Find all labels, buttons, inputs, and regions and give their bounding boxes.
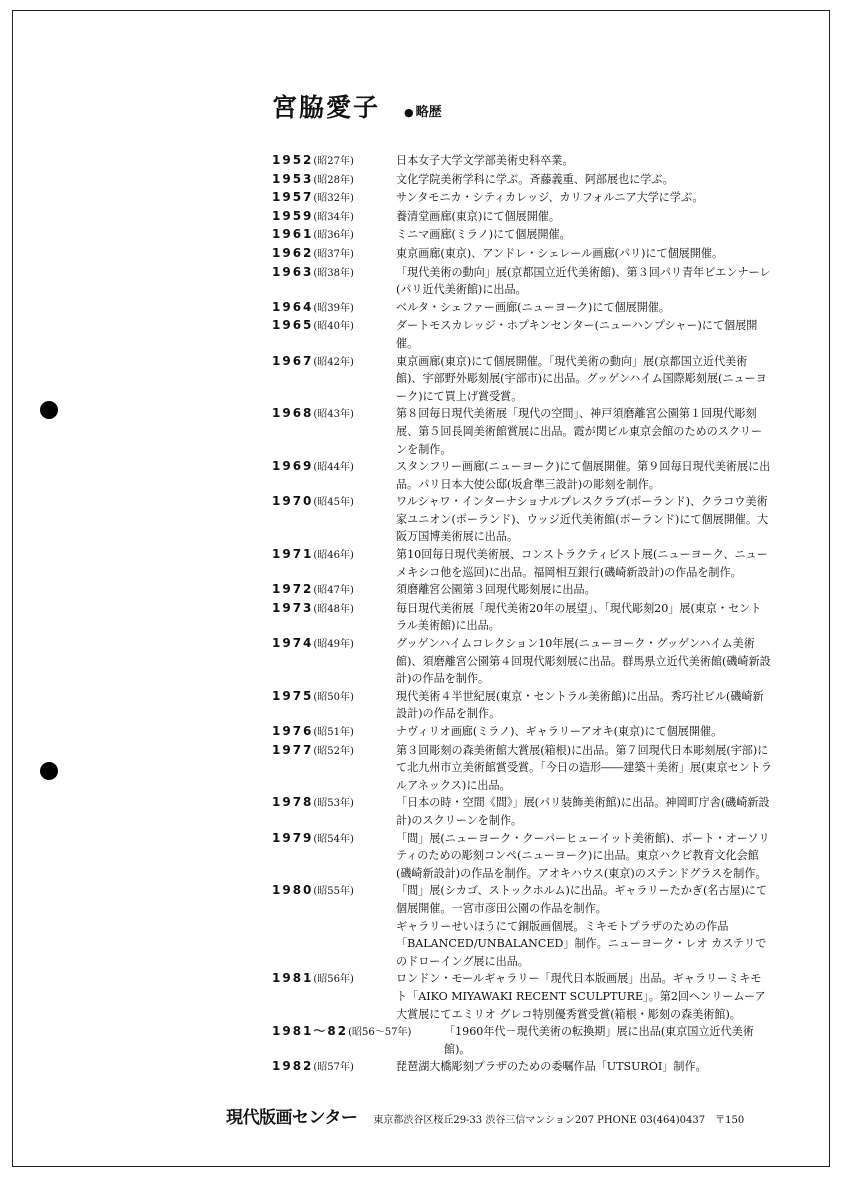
chronology-date — [272, 171, 396, 190]
chronology-era: (昭44年) — [313, 462, 354, 474]
chronology-row — [272, 299, 772, 318]
chronology-text: ギャラリーせいほうにて銅版画個展。ミキモトプラザのための作品「BALANCED/UNBALANCED」制作。ニューヨーク・レオ カステリでのドローイング展に出品。 — [396, 919, 767, 968]
chronology-era: (昭50年) — [313, 691, 354, 703]
chronology-text: ロンドン・モールギャラリー「現代日本版画展」出品。ギャラリーミキモト「AIKO MIYAWAKI RECENT SCULPTURE」。第2回ヘンリームーア大賞展にてエミリオ グレコ特別優秀賞受賞(箱根・彫刻の森美術館)。 — [396, 972, 766, 1021]
chronology-text: グッゲンハイムコレクション10年展(ニューヨーク・グッゲンハイム美術館)、須磨離宮公園第４回現代彫刻展に出品。群馬県立近代美術館(磯崎新設計)の作品を制作。 — [396, 637, 771, 686]
chronology-year: 1957 — [272, 190, 314, 205]
chronology-text: 第３回彫刻の森美術館大賞展(箱根)に出品。第７回現代日本彫刻展(宇部)にて北九州市立美術館賞受賞。「今日の造形――建築＋美術」展(東京セントラルアネックス)に出品。 — [396, 743, 772, 792]
chronology-text: 文化学院美術学科に学ぶ。斉藤義重、阿部展也に学ぶ。 — [396, 172, 674, 186]
chronology-date — [272, 1058, 396, 1077]
chronology-date — [272, 830, 396, 849]
chronology-text: ワルシャワ・インターナショナルプレスクラブ(ポーランド)、クラコウ美術家ユニオン(ポーランド)、ウッジ近代美術館(ポーランド)にて個展開催。大阪万国博美術展に出品。 — [396, 495, 769, 544]
punch-hole-bottom — [40, 762, 58, 780]
chronology-text: ナヴィリオ画廊(ミラノ)、ギャラリーアオキ(東京)にて個展開催。 — [396, 725, 723, 738]
chronology-date — [272, 353, 396, 372]
chronology-era: (昭57年) — [313, 1062, 354, 1074]
chronology-text: スタンフリー画廊(ニューヨーク)にて個展開催。第９回毎日現代美術展に出品。パリ日本大使公邸(坂倉準三設計)の彫刻を制作。 — [396, 460, 771, 491]
chronology-date — [272, 189, 396, 208]
chronology-year: 1964 — [272, 299, 314, 314]
chronology-date — [272, 970, 396, 989]
chronology-date — [272, 1023, 444, 1042]
chronology-row — [272, 581, 772, 600]
chronology-year: 1970 — [272, 494, 314, 509]
chronology-row — [272, 830, 772, 883]
chronology-era: (昭53年) — [313, 798, 354, 810]
chronology-year: 1953 — [272, 171, 314, 186]
chronology-row — [272, 208, 772, 227]
chronology-year: 1981 — [272, 971, 314, 986]
chronology-date — [272, 600, 396, 619]
chronology-year: 1978 — [272, 795, 314, 810]
chronology-row — [272, 405, 772, 458]
chronology-year: 1968 — [272, 406, 314, 421]
chronology-era: (昭28年) — [313, 174, 354, 186]
chronology-date — [272, 742, 396, 761]
chronology-year: 1963 — [272, 264, 314, 279]
chronology-text: 東京画廊(東京)にて個展開催。「現代美術の動向」展(京都国立近代美術館)、宇部野外彫刻展(宇部市)に出品。グッゲンハイム国際彫刻展(ニューヨーク)にて買上げ賞受賞。 — [396, 354, 767, 403]
chronology-era: (昭56～57年) — [348, 1027, 412, 1039]
chronology-row — [272, 723, 772, 742]
chronology-row — [272, 600, 772, 635]
chronology-year: 1967 — [272, 353, 314, 368]
chronology-year: 1977 — [272, 742, 314, 757]
chronology-year: 1961 — [272, 227, 314, 242]
chronology-row — [272, 794, 772, 829]
chronology-era: (昭52年) — [313, 745, 354, 757]
chronology-date — [272, 581, 396, 600]
chronology-row — [272, 882, 772, 917]
chronology-text: 第10回毎日現代美術展、コンストラクティビスト展(ニューヨーク、ニューメキシコ他を巡回)に出品。福岡相互銀行(磯崎新設計)の作品を制作。 — [396, 548, 768, 579]
chronology-era: (昭43年) — [313, 409, 354, 421]
chronology-date — [272, 458, 396, 477]
chronology-date — [272, 299, 396, 318]
chronology-era: (昭34年) — [313, 211, 354, 223]
chronology-text: 「現代美術の動向」展(京都国立近代美術館)、第３回パリ青年ビエンナーレ(パリ近代美術館)に出品。 — [396, 265, 771, 297]
chronology-text: 琵琶湖大橋彫刻プラザのための委嘱作品「UTSUROI」制作。 — [396, 1060, 707, 1074]
chronology-era: (昭47年) — [313, 585, 354, 597]
chronology-date — [272, 794, 396, 813]
chronology-era: (昭39年) — [313, 302, 354, 314]
chronology-row — [272, 458, 772, 493]
chronology-year: 1972 — [272, 582, 314, 597]
chronology-year: 1969 — [272, 459, 314, 474]
publisher-address: 東京都渋谷区桜丘29-33 渋谷三信マンション207 PHONE 03(464)0437 〒150 — [373, 1115, 745, 1126]
chronology-era: (昭38年) — [313, 267, 354, 279]
chronology-date — [272, 723, 396, 742]
section-label — [404, 101, 442, 120]
chronology-row — [272, 546, 772, 581]
chronology-era: (昭45年) — [313, 497, 354, 509]
chronology-text: 日本女子大学文学部美術史科卒業。 — [396, 154, 574, 167]
chronology-row — [272, 1058, 772, 1077]
chronology-year: 1979 — [272, 830, 314, 845]
chronology-year: 1952 — [272, 153, 314, 167]
chronology-text: 現代美術４半世紀展(東京・セントラル美術館)に出品。秀巧社ビル(磯崎新設計)の作品を制作。 — [396, 689, 764, 721]
chronology-date — [272, 546, 396, 565]
chronology-date — [272, 635, 396, 654]
punch-hole-top — [40, 401, 58, 419]
footer — [226, 1103, 744, 1128]
chronology-row — [272, 742, 772, 795]
chronology-row — [272, 317, 772, 352]
chronology-era: (昭40年) — [313, 321, 354, 333]
chronology-year: 1976 — [272, 724, 314, 738]
chronology-year: 1982 — [272, 1059, 314, 1074]
chronology-text: 第８回毎日現代美術展「現代の空間」、神戸須磨離宮公園第１回現代彫刻展、第５回長岡美術館賞展に出品。霞が関ビル東京会館のためのスクリーンを制作。 — [396, 407, 763, 456]
chronology-year: 1975 — [272, 688, 314, 703]
artist-name: 宮脇愛子 — [272, 93, 381, 122]
chronology-row — [272, 189, 772, 208]
chronology-era: (昭46年) — [313, 550, 354, 562]
chronology-text: 「間」展(ニューヨーク・クーパーヒューイット美術館)、ポート・オーソリティのための彫刻コンペ(ニューヨーク)に出品。東京ハクビ教育文化会館(磯崎新設計)の作品を制作。アオキハウス(東京)のステンドグラスを制作。 — [396, 831, 770, 880]
chronology-date — [272, 152, 396, 171]
chronology-era: (昭27年) — [313, 156, 354, 167]
chronology-date — [272, 493, 396, 512]
chronology-row — [272, 264, 772, 299]
chronology-year: 1965 — [272, 318, 314, 333]
chronology-year: 1959 — [272, 208, 314, 223]
chronology-text: 「間」展(シカゴ、ストックホルム)に出品。ギャラリーたかぎ(名古屋)にて個展開催。一宮市彦田公園の作品を制作。 — [396, 884, 768, 915]
chronology-row — [272, 245, 772, 264]
chronology-date — [272, 226, 396, 245]
chronology-date — [272, 882, 396, 901]
chronology-era: (昭32年) — [313, 193, 354, 205]
chronology-row — [272, 152, 772, 171]
chronology-year: 1971 — [272, 547, 314, 562]
bullet-icon: ● — [404, 106, 414, 119]
chronology-row — [272, 1023, 772, 1058]
chronology-row — [272, 226, 772, 245]
chronology-era: (昭42年) — [313, 356, 354, 368]
section-label-text: 略歴 — [415, 105, 442, 120]
chronology-year: 1962 — [272, 245, 314, 260]
chronology-text: ベルタ・シェファー画廊(ニューヨーク)にて個展開催。 — [396, 300, 671, 314]
chronology-row — [272, 493, 772, 546]
chronology-era: (昭49年) — [313, 639, 354, 651]
chronology-era: (昭37年) — [313, 248, 354, 260]
chronology-text: サンタモニカ・シティカレッジ、カリフォルニア大学に学ぶ。 — [396, 191, 704, 205]
chronology-era: (昭48年) — [313, 603, 354, 615]
chronology-era: (昭51年) — [313, 727, 354, 738]
chronology-text: 「日本の時・空間《間》」展(パリ装飾美術館)に出品。神岡町庁舎(磯崎新設計)のスクリーンを制作。 — [396, 796, 770, 827]
chronology-date — [272, 688, 396, 707]
chronology-date — [272, 405, 396, 424]
chronology-year: 1973 — [272, 600, 314, 615]
chronology-row — [272, 918, 772, 971]
chronology-row — [272, 970, 772, 1023]
chronology-date — [272, 245, 396, 264]
chronology-era: (昭54年) — [313, 833, 354, 845]
chronology-date — [272, 264, 396, 283]
chronology-year: 1980 — [272, 883, 314, 898]
chronology-text: ミニマ画廊(ミラノ)にて個展開催。 — [396, 228, 571, 242]
chronology-era: (昭55年) — [313, 886, 354, 898]
chronology-text: 毎日現代美術展「現代美術20年の展望」、「現代彫刻20」展(東京・セントラル美術館)に出品。 — [396, 601, 762, 633]
chronology-list — [272, 152, 772, 1077]
chronology-year: 1974 — [272, 636, 314, 651]
chronology-date — [272, 208, 396, 227]
chronology-text: ダートモスカレッジ・ホプキンセンター(ニューハンプシャー)にて個展開催。 — [396, 319, 758, 350]
chronology-text: 須磨離宮公園第３回現代彫刻展に出品。 — [396, 583, 596, 597]
publisher-name: 現代版画センター — [226, 1108, 358, 1128]
chronology-era: (昭56年) — [313, 974, 354, 986]
chronology-text: 東京画廊(東京)、アンドレ・シェレール画廊(パリ)にて個展開催。 — [396, 246, 724, 260]
chronology-text: 「1960年代－現代美術の転換期」展に出品(東京国立近代美術館)。 — [444, 1025, 754, 1056]
chronology-row — [272, 635, 772, 688]
chronology-row — [272, 688, 772, 723]
chronology-text: 養清堂画廊(東京)にて個展開催。 — [396, 209, 560, 223]
chronology-row — [272, 171, 772, 190]
chronology-row — [272, 353, 772, 406]
header — [272, 88, 442, 124]
chronology-year: 1981～82 — [272, 1024, 349, 1039]
chronology-era: (昭36年) — [313, 230, 354, 242]
chronology-date — [272, 317, 396, 336]
